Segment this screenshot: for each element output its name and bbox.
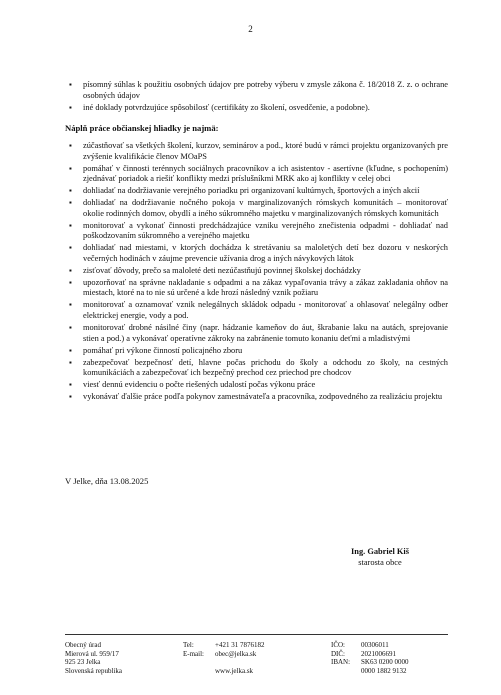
bullet-icon: ▪	[69, 243, 72, 253]
list-item-text: zabezpečovať bezpečnosť detí, hlavne počas prichodu do školy a odchodu zo školy, na cestných komunikáciách a zabezpečovať ich bezpečný prechod cez priechod pre chodcov	[83, 357, 448, 378]
bullet-icon: ▪	[69, 345, 72, 355]
list-item	[65, 186, 448, 197]
list-item	[65, 323, 448, 344]
bullet-icon: ▪	[69, 265, 72, 275]
footer-identifiers	[331, 641, 408, 676]
footer-divider	[65, 634, 448, 635]
email-row	[183, 650, 264, 659]
bullet-icon: ▪	[69, 186, 72, 196]
website-row	[183, 667, 264, 676]
signature-block	[320, 546, 440, 568]
list-item	[65, 243, 448, 264]
blank-row	[183, 658, 264, 667]
list-item	[65, 164, 448, 185]
list-item-text: zisťovať dôvody, prečo sa maloleté deti nezúčastňujú povinnej školskej dochádzky	[83, 265, 361, 275]
bullet-icon: ▪	[69, 198, 72, 208]
page-number: 2	[248, 24, 253, 34]
bullet-icon: ▪	[69, 220, 72, 230]
list-item-text: písomný súhlas k použitiu osobných údajov pre potreby výberu v zmysle zákona č. 18/2018 Z. z. o ochrane osobných údajov	[83, 80, 448, 100]
iban-label: IBAN:	[331, 658, 351, 667]
bullet-icon: ▪	[69, 163, 72, 173]
phone-row	[183, 641, 264, 650]
list-item-text: monitorovať a oznamovať vznik nelegálnych skládok odpadu - monitorovať a ohlasovať nelegálny odber elektrickej energie, vody a pod.	[83, 300, 448, 321]
list-item-text: viesť dennú evidenciu o počte riešených udalostí počas výkonu práce	[83, 380, 316, 390]
list-item-text: pomáhať pri výkone činností policajného zboru	[83, 345, 243, 355]
iban-row-continued	[331, 667, 408, 676]
list-item-text: dohliadať na dodržiavanie verejného poriadku pri organizovaní kultúrnych, športových a iných akcií	[83, 186, 420, 196]
list-item	[65, 141, 448, 162]
bullet-icon: ▪	[69, 277, 72, 287]
list-item	[65, 346, 448, 357]
footer-address	[65, 641, 122, 676]
duties-list	[65, 141, 448, 404]
bullet-icon: ▪	[69, 141, 72, 150]
iban-label-spacer	[331, 667, 361, 676]
bullet-icon: ▪	[69, 380, 72, 390]
phone-value: +421 31 7876182	[215, 641, 265, 649]
list-item-text: dohliadať nad miestami, v ktorých dochádza k stretávaniu sa maloletých detí bez dozoru v neskorých večerných hodinách v záujme prevencie užívania drog a iných návykových látok	[83, 243, 448, 263]
duties-heading: Náplň práce občianskej hliadky je najmä:	[65, 123, 219, 133]
list-item	[65, 380, 448, 391]
address-line: Mierová ul. 959/17	[65, 649, 119, 658]
email-value: obec@jelka.sk	[215, 649, 257, 658]
list-item	[65, 392, 448, 403]
dic-label: DIČ:	[331, 649, 345, 658]
iban-row	[331, 658, 408, 667]
bullet-icon: ▪	[69, 392, 72, 402]
bullet-icon: ▪	[69, 102, 72, 112]
list-item-text: upozorňovať na správne nakladanie s odpadmi a na zákaz vypaľovania trávy a zákaz zakladania ohňov na miestach, ktoré na to nie sú určené a kde hrozí následný vznik požiaru	[83, 277, 448, 298]
list-item-text: iné doklady potvrdzujúce spôsobilosť (certifikáty zo školení, osvedčenie, a podobne).	[83, 102, 370, 112]
list-item-text: monitorovať drobné násilné činy (napr. hádzanie kameňov do áut, škrabanie laku na autách, sprejovanie stien a pod.) a vykonávať operatívne zákroky na zabránenie tomuto konaniu deťmi a mladistvými	[83, 323, 448, 343]
list-item	[65, 80, 448, 101]
signatory-title: starosta obce	[358, 558, 402, 567]
address-line: Obecný úrad	[65, 641, 101, 649]
list-item	[65, 300, 448, 321]
footer-contact	[183, 641, 264, 676]
list-item	[65, 221, 448, 242]
list-item	[65, 266, 448, 277]
iban-value: SK63 0200 0000	[361, 658, 409, 667]
list-item-text: pomáhať v činnosti terénnych sociálnych pracovníkov a ich asistentov - asertívne (kľudne, s pochopením) zjednávať poriadok a riešiť konflikty medzi príslušníkmi MRK ako aj konflikty v celej obci	[83, 163, 448, 184]
list-item-text: vykonávať ďalšie práce podľa pokynov zamestnávateľa a pracovníka, zodpovedného za realizáciu projektu	[83, 392, 443, 402]
ico-label: IČO:	[331, 641, 345, 649]
place-and-date: V Jelke, dňa 13.08.2025	[65, 476, 149, 486]
dic-value: 2021006691	[361, 649, 396, 658]
phone-label: Tel:	[183, 641, 194, 649]
ico-value: 00306011	[361, 641, 389, 649]
website-value: www.jelka.sk	[215, 667, 254, 676]
required-documents-list	[65, 80, 448, 115]
list-item-text: zúčastňovať sa všetkých školení, kurzov, seminárov a pod., ktoré budú v rámci projektu organizovaných pre zvýšenie kvalifikácie členov MOaPS	[83, 141, 448, 161]
list-item-text: monitorovať a vykonať činnosti predchádzajúce vzniku verejného znečistenia odpadmi - dohliadať nad poškodzovaním súkromného a verejného majetku	[83, 220, 448, 241]
dic-row	[331, 650, 408, 659]
address-line: 925 23 Jelka	[65, 658, 101, 667]
list-item	[65, 103, 448, 114]
list-item	[65, 198, 448, 219]
bullet-icon: ▪	[69, 357, 72, 367]
ico-row	[331, 641, 408, 650]
bullet-icon: ▪	[69, 80, 72, 89]
signatory-name: Ing. Gabriel Kiš	[351, 547, 409, 556]
email-label: E-mail:	[183, 649, 204, 658]
list-item-text: dohliadať na dodržiavanie nočného pokoja v marginalizovaných rómskych komunitách – monitorovať okolie rodinných domov, obydlí a iného súkromného majetku v marginalizovaných rómskych komunitách	[83, 198, 448, 218]
bullet-icon: ▪	[69, 300, 72, 310]
list-item	[65, 278, 448, 299]
website-label-spacer	[183, 667, 215, 676]
bullet-icon: ▪	[69, 323, 72, 333]
list-item	[65, 358, 448, 379]
iban-value-continued: 0000 1882 9132	[361, 667, 407, 676]
address-line: Slovenská republika	[65, 667, 122, 676]
